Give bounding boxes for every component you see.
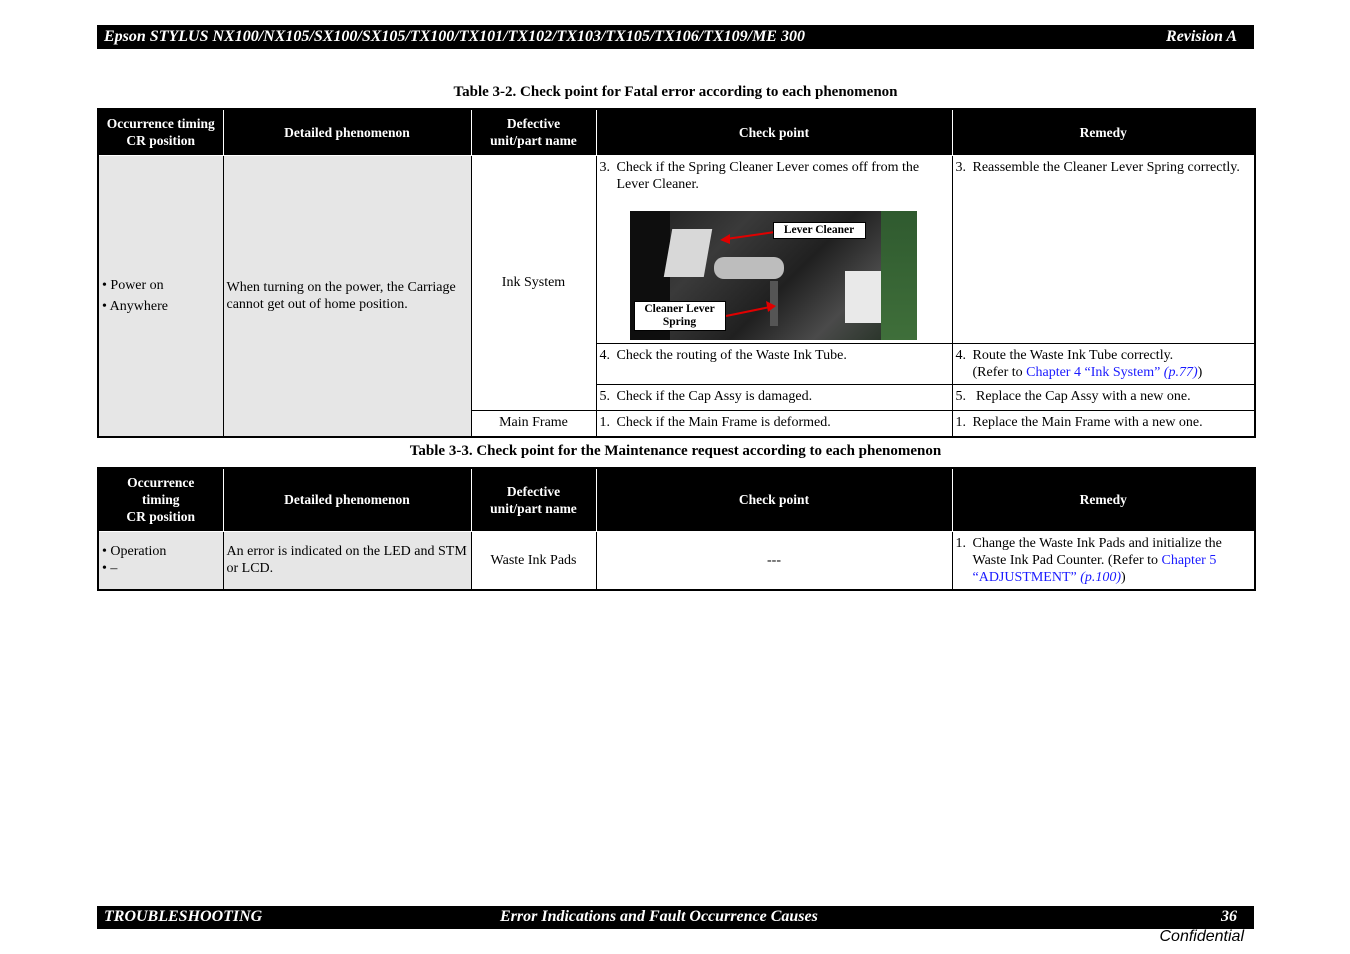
phenomenon-cell: An error is indicated on the LED and STM or LCD. <box>223 531 471 590</box>
table-row <box>98 155 1255 343</box>
check-cell <box>596 410 952 437</box>
table-3-2-caption: Table 3-2. Check point for Fatal error according to each phenomenon <box>453 84 898 100</box>
document-title: Epson STYLUS NX100/NX105/SX100/SX105/TX100/TX101/TX102/TX103/TX105/TX106/TX109/ME 300 <box>104 28 805 45</box>
revision-label: Revision A <box>1166 28 1237 45</box>
part-cell: Waste Ink Pads <box>471 531 596 590</box>
lever-cleaner-label: Lever Cleaner <box>773 222 866 239</box>
check-cell <box>596 343 952 384</box>
remedy-cell <box>952 155 1255 343</box>
remedy-cell <box>952 343 1255 384</box>
header-check-point: Check point <box>596 109 952 155</box>
list-item: 4. Route the Waste Ink Tube correctly. (Refer to Chapter 4 “Ink System” (p.77)) <box>955 347 1203 380</box>
list-item: 5. Replace the Cap Assy with a new one. <box>955 388 1191 404</box>
header-timing: Occurrence timing CR position <box>98 468 223 531</box>
header-phenomenon: Detailed phenomenon <box>223 109 471 155</box>
check-cell <box>596 384 952 410</box>
phenomenon-cell: When turning on the power, the Carriage cannot get out of home position. <box>223 155 471 437</box>
header-remedy: Remedy <box>952 109 1255 155</box>
remedy-cell <box>952 384 1255 410</box>
confidential-label: Confidential <box>1159 928 1244 945</box>
timing-item: • Anywhere <box>102 298 168 314</box>
header-phenomenon: Detailed phenomenon <box>223 468 471 531</box>
page-number: 36 <box>1221 908 1237 925</box>
fatal-error-table <box>97 108 1256 438</box>
header-check-point: Check point <box>596 468 952 531</box>
list-item: 5. Check if the Cap Assy is damaged. <box>599 388 813 404</box>
footer-bar <box>97 906 1254 929</box>
list-item: 1. Change the Waste Ink Pads and initialize the Waste Ink Pad Counter. (Refer to Chapter 5 “ADJUSTMENT” (p.100)) <box>955 535 1222 585</box>
section-name: TROUBLESHOOTING <box>104 908 263 925</box>
check-cell <box>596 155 952 343</box>
chapter-5-link[interactable]: Chapter 5 “ADJUSTMENT” <box>972 552 1217 585</box>
header-part: Defective unit/part name <box>471 109 596 155</box>
table-3-3-caption: Table 3-3. Check point for the Maintenance request according to each phenomenon <box>409 443 942 459</box>
cleaner-lever-spring-label: Cleaner Lever Spring <box>634 301 726 331</box>
table-row <box>98 531 1255 590</box>
header-timing: Occurrence timing CR position <box>98 109 223 155</box>
maintenance-request-table <box>97 467 1256 591</box>
header-bar <box>97 25 1254 49</box>
header-part: Defective unit/part name <box>471 468 596 531</box>
timing-item: • – <box>102 561 118 577</box>
subsection-name: Error Indications and Fault Occurrence Causes <box>500 908 818 925</box>
chapter-4-link[interactable]: Chapter 4 “Ink System” <box>1026 364 1161 380</box>
timing-cell <box>98 155 223 437</box>
list-item: 3. Reassemble the Cleaner Lever Spring correctly. <box>955 159 1240 175</box>
remedy-cell <box>952 531 1255 590</box>
timing-cell <box>98 531 223 590</box>
page-100-link[interactable]: (p.100) <box>1080 569 1122 585</box>
part-cell-main-frame: Main Frame <box>471 410 596 437</box>
page-77-link[interactable]: (p.77) <box>1163 364 1198 380</box>
list-item: 4. Check the routing of the Waste Ink Tube. <box>599 347 847 363</box>
table-header-row <box>98 468 1255 531</box>
list-item: 1. Check if the Main Frame is deformed. <box>599 414 831 430</box>
table-header-row <box>98 109 1255 155</box>
list-item: 3. Check if the Spring Cleaner Lever comes off from the Lever Cleaner. <box>599 159 920 192</box>
timing-item: • Operation <box>102 544 167 560</box>
header-remedy: Remedy <box>952 468 1255 531</box>
timing-item: • Power on <box>102 277 164 293</box>
check-cell: --- <box>596 531 952 590</box>
lever-cleaner-photo <box>630 211 917 340</box>
list-item: 1. Replace the Main Frame with a new one. <box>955 414 1203 430</box>
part-cell-ink-system: Ink System <box>471 155 596 410</box>
remedy-cell <box>952 410 1255 437</box>
